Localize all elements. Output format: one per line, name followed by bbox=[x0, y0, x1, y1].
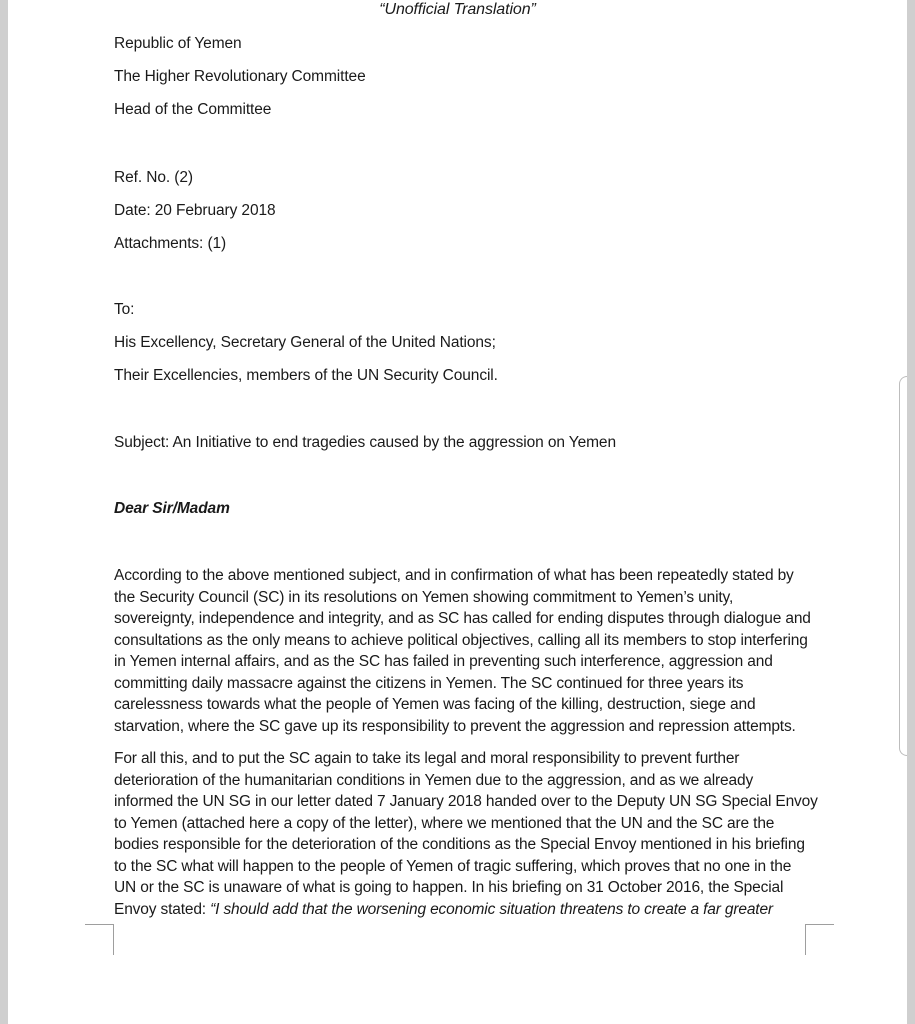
envoy-statement-prefix: Envoy stated: bbox=[114, 900, 211, 918]
paragraph-line: informed the UN SG in our letter dated 7 January 2018 handed over to the Deputy UN SG Special Envoy bbox=[114, 793, 818, 810]
paragraph-line: UN or the SC is unaware of what is going to happen. In his briefing on 31 October 2016, the Special bbox=[114, 879, 784, 896]
to-label: To: bbox=[114, 301, 135, 318]
paragraph-line: the Security Council (SC) in its resolutions on Yemen showing commitment to Yemen’s unity, bbox=[114, 588, 734, 606]
paragraph-line: starvation, where the SC gave up its responsibility to prevent the aggression and repression attempts. bbox=[114, 717, 796, 735]
letter-date: Date: 20 February 2018 bbox=[114, 202, 276, 219]
paragraph-line: deterioration of the humanitarian conditions in Yemen due to the aggression, and as we already bbox=[114, 771, 754, 789]
paragraph-line: committing daily massacre against the citizens in Yemen. The SC continued for three years its bbox=[114, 674, 744, 692]
sender-committee: The Higher Revolutionary Committee bbox=[114, 68, 366, 85]
page-corner-mark-right bbox=[805, 924, 834, 955]
salutation: Dear Sir/Madam bbox=[114, 500, 230, 517]
page-corner-mark-left bbox=[85, 924, 114, 955]
paragraph-line: to Yemen (attached here a copy of the letter), where we mentioned that the UN and the SC are the bbox=[114, 814, 775, 832]
paragraph-line bbox=[114, 899, 814, 921]
paragraph-line: in Yemen internal affairs, and as the SC has failed in preventing such interference, aggression and bbox=[114, 653, 773, 670]
paragraph-line: According to the above mentioned subject, and in confirmation of what has been repeatedly stated by bbox=[114, 567, 794, 584]
paragraph-line: carelessness towards what the people of Yemen was facing of the killing, destruction, siege and bbox=[114, 696, 756, 713]
scroll-handle[interactable] bbox=[899, 376, 907, 756]
recipient-security-council: Their Excellencies, members of the UN Security Council. bbox=[114, 367, 498, 384]
sender-title: Head of the Committee bbox=[114, 101, 272, 118]
paragraph-line: consultations as the only means to achieve political objectives, calling all its members to stop interfering bbox=[114, 631, 808, 649]
attachments-count: Attachments: (1) bbox=[114, 235, 227, 252]
reference-number: Ref. No. (2) bbox=[114, 169, 193, 186]
envoy-quote: “I should add that the worsening economic situation threatens to create a far greater bbox=[210, 900, 773, 918]
recipient-secretary-general: His Excellency, Secretary General of the United Nations; bbox=[114, 334, 496, 351]
paragraph-line: to the SC what will happen to the people of Yemen of tragic suffering, which proves that no one in the bbox=[114, 857, 792, 875]
paragraph-line: sovereignty, independence and integrity, and as SC has called for ending disputes through dialogue and bbox=[114, 610, 811, 627]
sender-country: Republic of Yemen bbox=[114, 35, 242, 52]
paragraph-line: bodies responsible for the deterioration of the conditions as the Special Envoy mentioned in his briefing bbox=[114, 836, 805, 853]
translation-header: “Unofficial Translation” bbox=[379, 1, 536, 18]
letter-subject: Subject: An Initiative to end tragedies caused by the aggression on Yemen bbox=[114, 434, 616, 451]
body-paragraph-1 bbox=[114, 565, 814, 737]
paragraph-line: For all this, and to put the SC again to take its legal and moral responsibility to prevent further bbox=[114, 750, 740, 767]
body-paragraph-2 bbox=[114, 748, 818, 920]
